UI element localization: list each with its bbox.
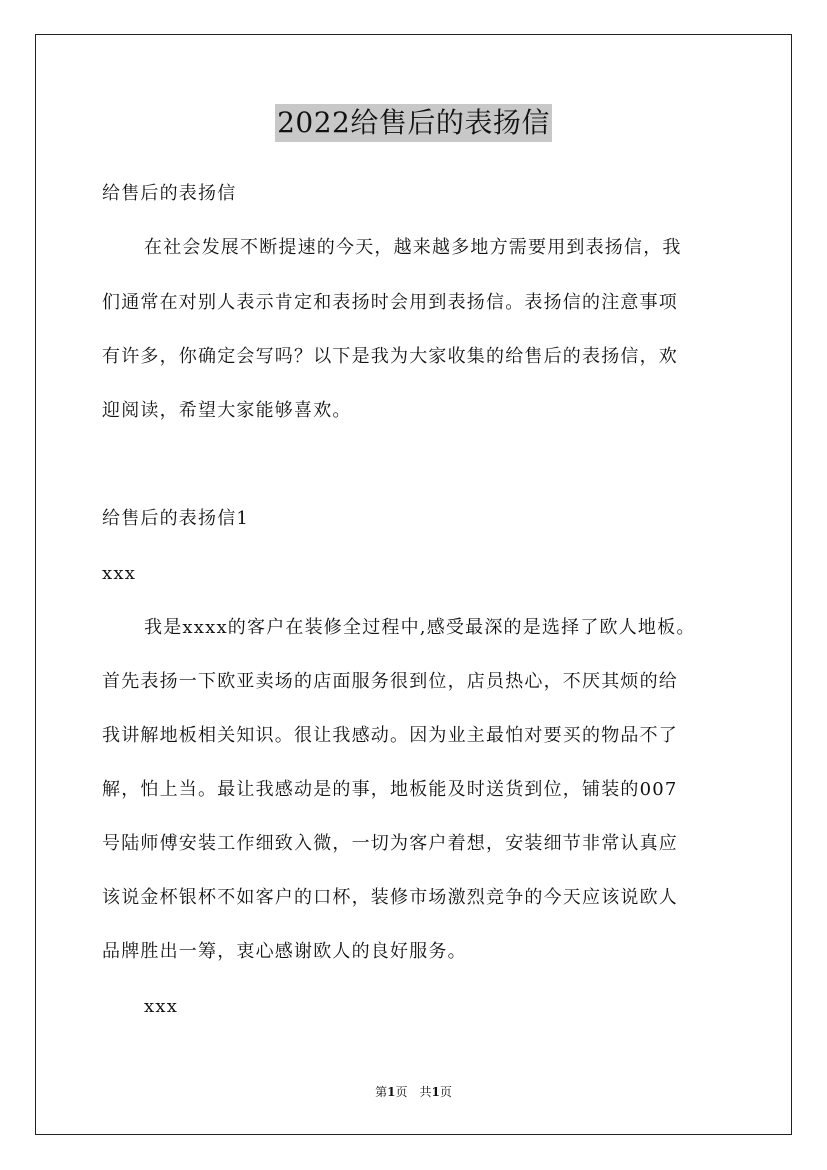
signature: xxx bbox=[144, 996, 179, 1017]
section-heading: 给售后的表扬信1 bbox=[102, 508, 250, 529]
body-line-5: 号陆师傅安装工作细致入微，一切为客户着想，安装细节非常认真应 bbox=[102, 833, 678, 854]
body-line-3: 我讲解地板相关知识。很让我感动。因为业主最怕对要买的物品不了 bbox=[102, 725, 678, 746]
document-title: 2022给售后的表扬信 bbox=[275, 104, 552, 142]
body-line-2: 首先表扬一下欧亚卖场的店面服务很到位，店员热心，不厌其烦的给 bbox=[102, 671, 678, 692]
body-line-7: 品牌胜出一筹，衷心感谢欧人的良好服务。 bbox=[102, 941, 467, 962]
page-footer bbox=[0, 1084, 827, 1100]
page-prefix: 第 bbox=[375, 1085, 388, 1099]
intro-line-3: 有许多，你确定会写吗？以下是我为大家收集的给售后的表扬信，欢 bbox=[102, 346, 678, 367]
body-line-1: 我是xxxx的客户在装修全过程中,感受最深的是选择了欧人地板。 bbox=[144, 617, 696, 638]
title-container bbox=[0, 104, 827, 142]
intro-line-4: 迎阅读，希望大家能够喜欢。 bbox=[102, 400, 352, 421]
total-suffix: 页 bbox=[439, 1085, 452, 1099]
total-prefix: 共 bbox=[419, 1085, 432, 1099]
salutation: xxx bbox=[102, 563, 137, 584]
total-number: 1 bbox=[431, 1085, 440, 1099]
body-line-4: 解，怕上当。最让我感动是的事，地板能及时送货到位，铺装的007 bbox=[102, 779, 678, 800]
page-suffix: 页 bbox=[395, 1085, 408, 1099]
page-number: 1 bbox=[387, 1085, 396, 1099]
subtitle: 给售后的表扬信 bbox=[102, 183, 237, 204]
body-line-6: 该说金杯银杯不如客户的口杯，装修市场激烈竞争的今天应该说欧人 bbox=[102, 887, 678, 908]
intro-line-1: 在社会发展不断提速的今天，越来越多地方需要用到表扬信，我 bbox=[144, 237, 682, 258]
intro-line-2: 们通常在对别人表示肯定和表扬时会用到表扬信。表扬信的注意事项 bbox=[102, 292, 678, 313]
